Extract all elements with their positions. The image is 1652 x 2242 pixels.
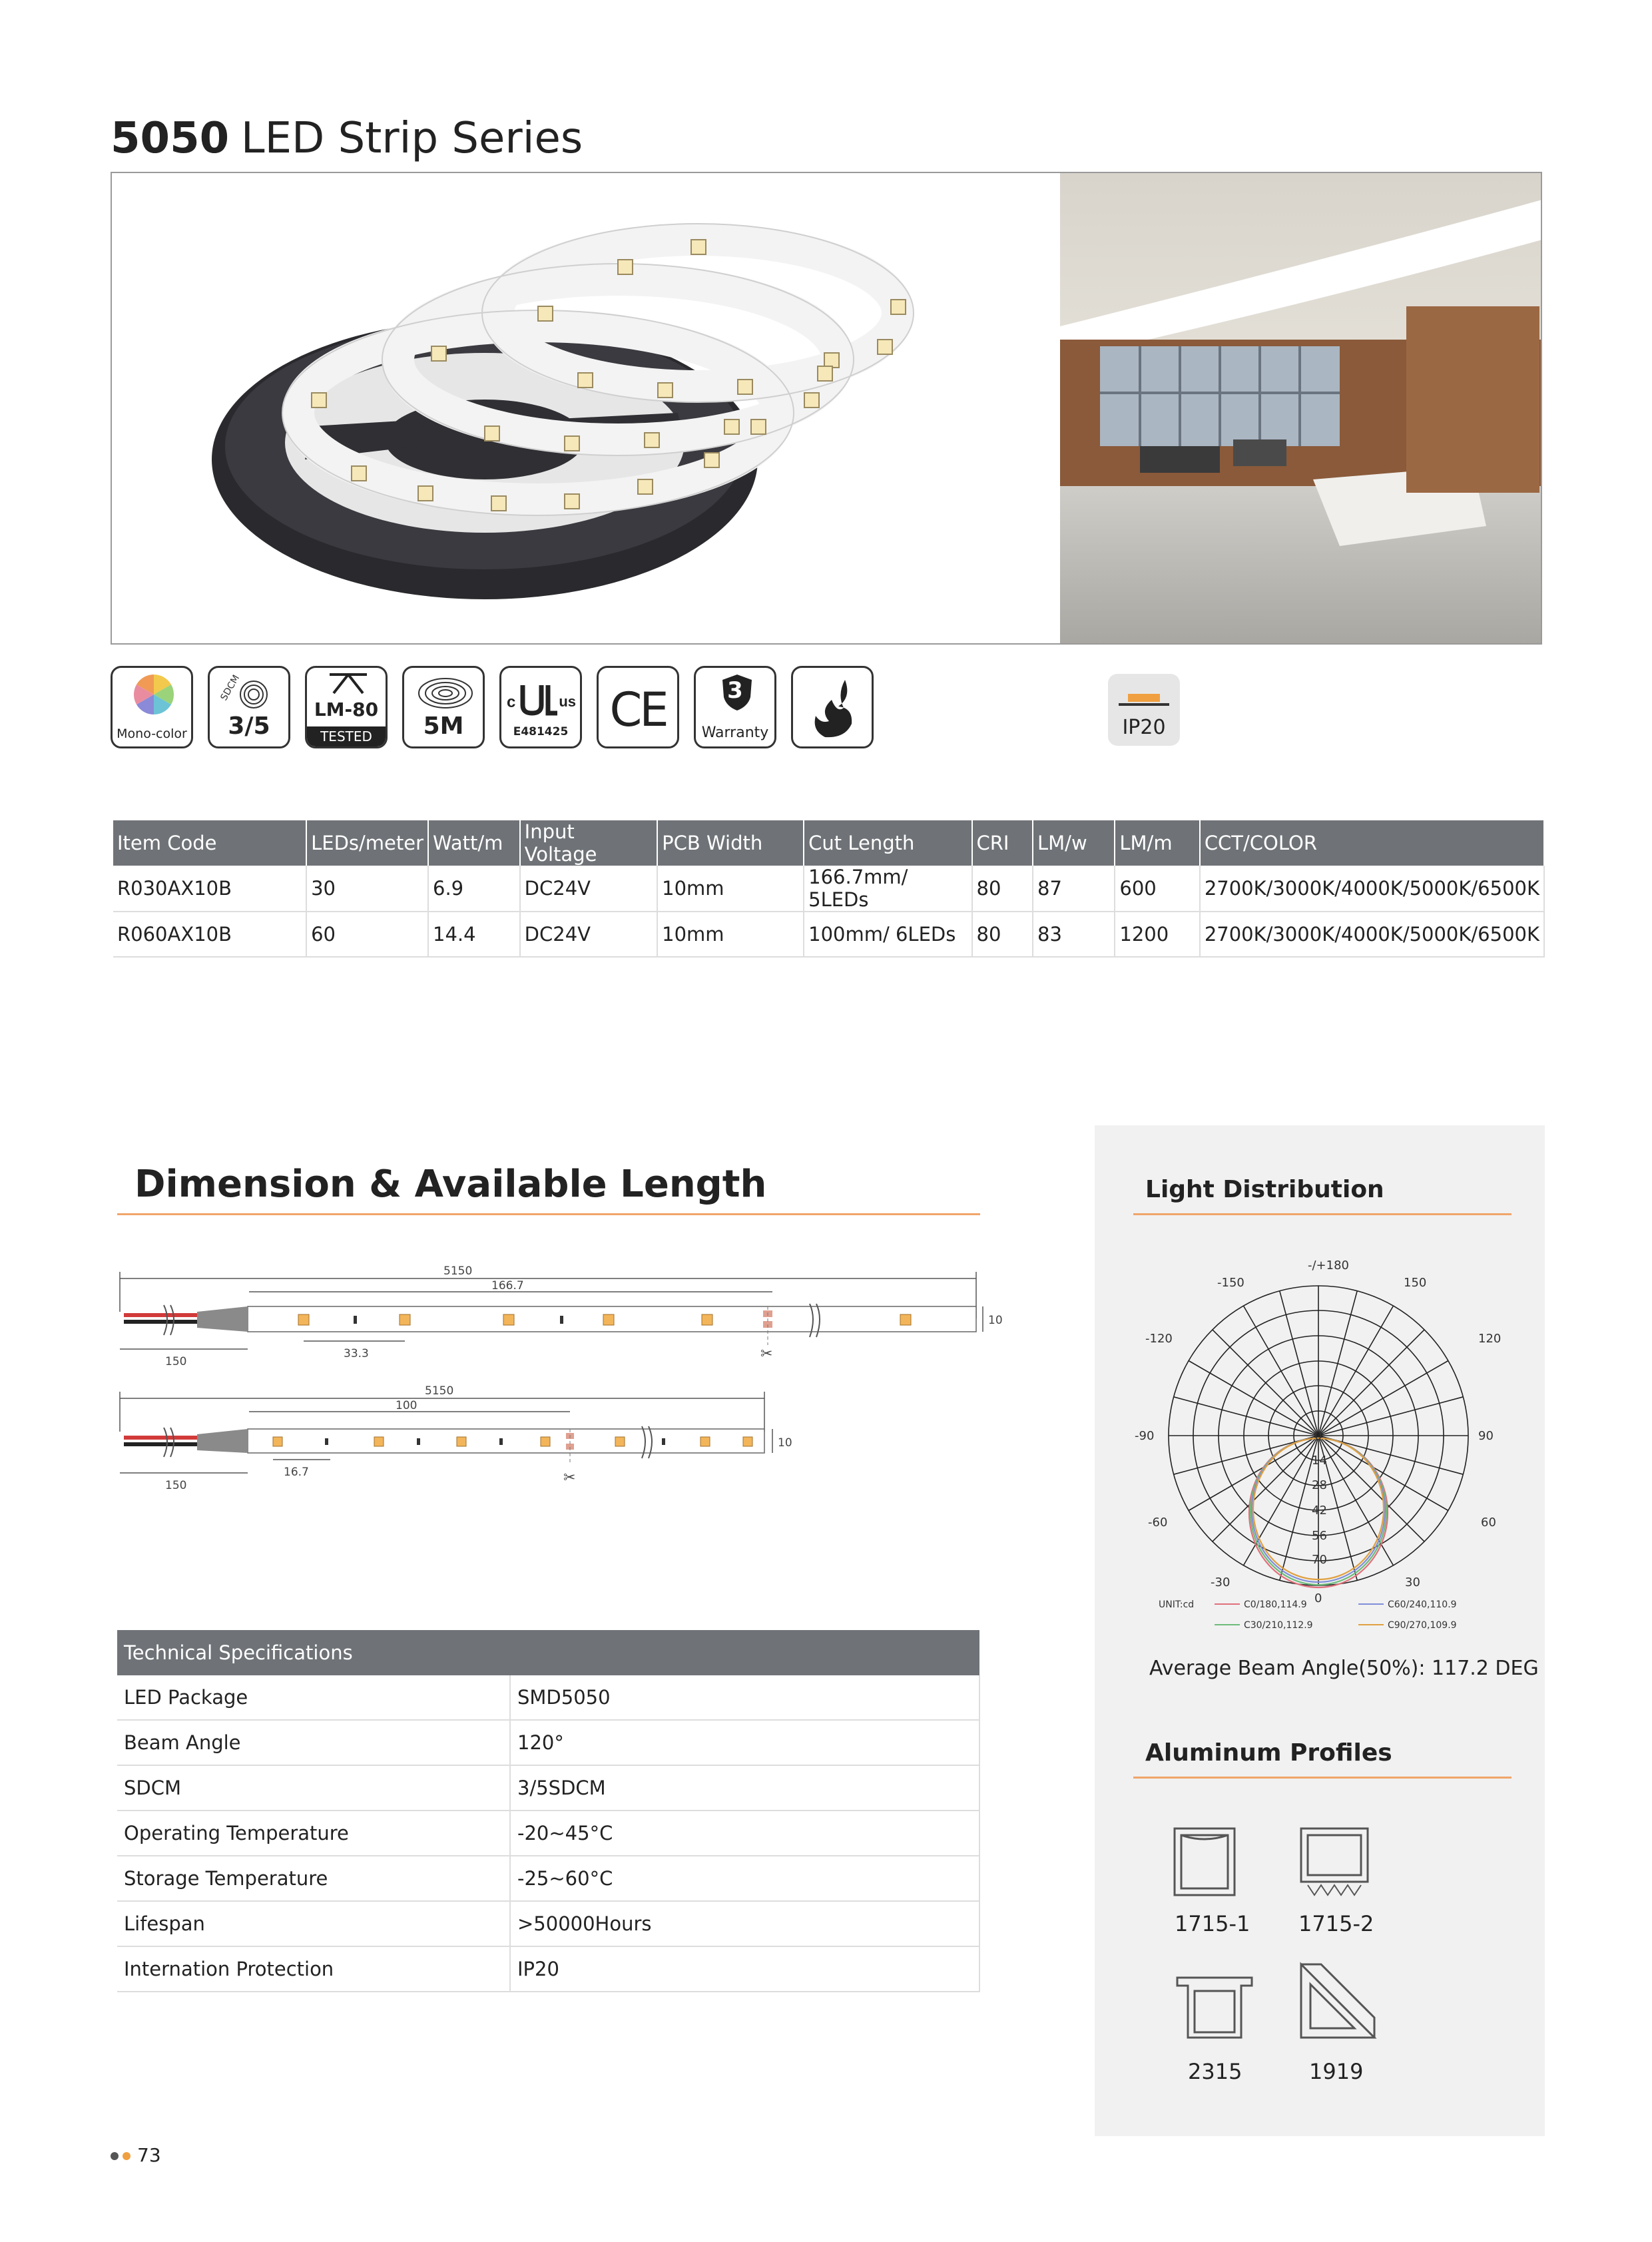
- table-row: [117, 1811, 979, 1856]
- strip2-lead-length: 150: [165, 1479, 187, 1492]
- col-pcb-width: PCB Width: [657, 820, 804, 866]
- strip-2-drawing: [120, 1384, 792, 1492]
- sdcm-value: 3/5: [228, 712, 270, 740]
- spec-label: Operating Temperature: [117, 1811, 510, 1856]
- angle-label-top: -/+180: [1308, 1259, 1349, 1272]
- polar-diagram: [1121, 1249, 1521, 1622]
- col-lm-m: LM/m: [1115, 820, 1199, 866]
- cell: 2700K/3000K/4000K/5000K/6500K: [1200, 866, 1544, 912]
- cell: R030AX10B: [113, 866, 306, 912]
- cell: 87: [1033, 866, 1115, 912]
- ip-base-line: [1119, 703, 1169, 706]
- strip1-pitch: 33.3: [344, 1347, 369, 1360]
- profile-label-2315: 2315: [1188, 2059, 1242, 2084]
- interior-lighting-photo: [1060, 173, 1542, 643]
- angle-label-p60: 60: [1481, 1516, 1496, 1530]
- legend-c60: C60/240,110.9: [1388, 1599, 1457, 1610]
- page-dot-grey: [111, 2152, 119, 2160]
- table-row: [117, 1765, 979, 1811]
- polar-legend: [1159, 1594, 1505, 1634]
- cell: 83: [1033, 912, 1115, 957]
- strip2-total-length: 5150: [425, 1384, 454, 1398]
- spec-label: Storage Temperature: [117, 1856, 510, 1901]
- cell: 2700K/3000K/4000K/5000K/6500K: [1200, 912, 1544, 957]
- profile-1715-1-drawing: [1168, 1822, 1241, 1902]
- table-row: [117, 1946, 979, 1992]
- light-distribution-heading: Light Distribution: [1145, 1176, 1384, 1203]
- badge-sdcm: [208, 666, 290, 748]
- title-series-name: LED Strip Series: [240, 114, 583, 163]
- scissors-icon: ✂: [563, 1470, 576, 1486]
- dimension-heading: Dimension & Available Length: [135, 1163, 767, 1206]
- radial-label: 56: [1312, 1529, 1327, 1543]
- strip1-width: 10: [988, 1314, 1003, 1327]
- page-number: 73: [137, 2144, 161, 2166]
- angle-label-n120: -120: [1145, 1332, 1173, 1346]
- col-item-code: Item Code: [113, 820, 306, 866]
- reel-length-value: 5M: [423, 712, 464, 740]
- col-cut-length: Cut Length: [804, 820, 971, 866]
- strip2-width: 10: [778, 1436, 792, 1450]
- warranty-years: 3: [727, 677, 743, 704]
- led-reel-image: [112, 173, 1060, 643]
- col-cct: CCT/COLOR: [1200, 820, 1544, 866]
- ul-us-label: us: [559, 693, 576, 710]
- angle-label-bottom: 0: [1314, 1591, 1322, 1605]
- lm80-lamp-icon: [327, 672, 370, 696]
- spec-value: 3/5SDCM: [510, 1765, 979, 1811]
- spec-label: LED Package: [117, 1675, 510, 1720]
- spec-label: Lifespan: [117, 1901, 510, 1946]
- radial-label: 14: [1312, 1454, 1327, 1468]
- angle-label-p30: 30: [1405, 1575, 1420, 1589]
- radial-label: 70: [1312, 1553, 1327, 1567]
- dimension-drawings: [117, 1259, 1009, 1525]
- angle-label-p120: 120: [1478, 1332, 1502, 1346]
- badge-reel-length: [402, 666, 485, 748]
- tech-spec-table: [117, 1630, 980, 1992]
- cell: 30: [306, 866, 428, 912]
- profile-label-1919: 1919: [1309, 2059, 1364, 2084]
- badge-ce: [597, 666, 679, 748]
- table-row: [117, 1675, 979, 1720]
- radial-label: 0: [1314, 1429, 1322, 1443]
- profile-1715-2-drawing: [1294, 1822, 1374, 1902]
- ce-mark: CE: [609, 683, 667, 737]
- page-title: [111, 113, 583, 163]
- badge-fire-retardant: [791, 666, 874, 748]
- col-leds-per-meter: LEDs/meter: [306, 820, 428, 866]
- spec-label: SDCM: [117, 1765, 510, 1811]
- hero-image-panel: [111, 172, 1542, 645]
- ip20-label: IP20: [1122, 716, 1166, 739]
- aluminum-profiles-heading: Aluminum Profiles: [1145, 1739, 1392, 1767]
- angle-label-n150: -150: [1217, 1276, 1244, 1290]
- cell: 600: [1115, 866, 1199, 912]
- cell: 100mm/ 6LEDs: [804, 912, 971, 957]
- spec-value: IP20: [510, 1946, 979, 1992]
- spec-label: Beam Angle: [117, 1720, 510, 1765]
- flame-leaf-icon: [805, 677, 864, 741]
- spec-value: -20~45°C: [510, 1811, 979, 1856]
- cell: 1200: [1115, 912, 1199, 957]
- cell: 10mm: [657, 866, 804, 912]
- angle-label-n90: -90: [1135, 1429, 1155, 1443]
- spec-label: Internation Protection: [117, 1946, 510, 1992]
- profile-2315-drawing: [1175, 1971, 1254, 2044]
- warranty-label: Warranty: [701, 724, 769, 741]
- table-row: [117, 1856, 979, 1901]
- reel-coil-icon: [416, 673, 475, 713]
- spec-value: SMD5050: [510, 1675, 979, 1720]
- col-cri: CRI: [972, 820, 1033, 866]
- profile-1919-drawing: [1294, 1958, 1381, 2044]
- product-table: [113, 820, 1545, 958]
- badge-warranty: [694, 666, 776, 748]
- legend-c30: C30/210,112.9: [1244, 1620, 1313, 1631]
- legend-c90: C90/270,109.9: [1388, 1620, 1457, 1631]
- strip1-total-length: 5150: [443, 1264, 473, 1278]
- ul-c-label: c: [507, 693, 516, 711]
- strip1-lead-length: 150: [165, 1355, 187, 1368]
- badge-ul: [499, 666, 582, 748]
- ul-logo-icon: [519, 683, 559, 717]
- cell: 80: [972, 866, 1033, 912]
- legend-c0: C0/180,114.9: [1244, 1599, 1307, 1610]
- sdcm-small-label: SDCM: [218, 673, 242, 702]
- table-row: [113, 912, 1544, 957]
- page-dot-orange: [123, 2152, 131, 2160]
- badge-mono-color: [111, 666, 193, 748]
- cell: 80: [972, 912, 1033, 957]
- dimension-heading-underline: [117, 1213, 980, 1215]
- spec-value: >50000Hours: [510, 1901, 979, 1946]
- table-row: [113, 866, 1544, 912]
- table-row: [117, 1720, 979, 1765]
- cell: 166.7mm/ 5LEDs: [804, 866, 971, 912]
- average-beam-angle: Average Beam Angle(50%): 117.2 DEG: [1149, 1657, 1539, 1680]
- profile-label-1715-2: 1715-2: [1298, 1911, 1374, 1936]
- tech-spec-header: [117, 1630, 979, 1675]
- radial-label: 28: [1312, 1478, 1327, 1492]
- angle-label-p150: 150: [1404, 1276, 1427, 1290]
- title-series-code: 5050: [111, 114, 230, 163]
- scissors-icon: ✂: [760, 1346, 773, 1362]
- spec-value: -25~60°C: [510, 1856, 979, 1901]
- aluminum-profiles-underline: [1133, 1777, 1512, 1779]
- angle-label-n60: -60: [1148, 1516, 1168, 1530]
- lm80-tested-label: TESTED: [307, 726, 386, 746]
- col-input-voltage: Input Voltage: [520, 820, 657, 866]
- cell: 14.4: [428, 912, 520, 957]
- ip-strip-icon: [1128, 694, 1160, 702]
- unit-label: UNIT:cd: [1159, 1599, 1195, 1610]
- ul-code-label: E481425: [513, 725, 569, 738]
- angle-label-p90: 90: [1478, 1429, 1494, 1443]
- color-wheel-icon: [134, 675, 174, 714]
- cell: DC24V: [520, 866, 657, 912]
- badge-ip20: [1108, 674, 1180, 746]
- table-row: [117, 1901, 979, 1946]
- angle-label-n30: -30: [1211, 1575, 1231, 1589]
- cell: DC24V: [520, 912, 657, 957]
- spec-value: 120°: [510, 1720, 979, 1765]
- strip2-cut-length: 100: [396, 1399, 417, 1412]
- badge-lm80: [305, 666, 388, 748]
- strip2-pitch: 16.7: [284, 1466, 309, 1479]
- col-lm-w: LM/w: [1033, 820, 1115, 866]
- mono-color-label: Mono-color: [117, 726, 187, 741]
- lm80-label: LM-80: [314, 699, 379, 720]
- product-table-header: [113, 820, 1544, 866]
- side-panel: [1095, 1125, 1545, 2136]
- light-distribution-underline: [1133, 1213, 1512, 1215]
- strip1-cut-length: 166.7: [491, 1279, 524, 1292]
- tech-spec-title: Technical Specifications: [117, 1630, 979, 1675]
- radial-label: 42: [1312, 1504, 1327, 1518]
- cell: R060AX10B: [113, 912, 306, 957]
- cell: 6.9: [428, 866, 520, 912]
- cell: 10mm: [657, 912, 804, 957]
- profile-label-1715-1: 1715-1: [1175, 1911, 1250, 1936]
- cell: 60: [306, 912, 428, 957]
- strip-1-drawing: [120, 1264, 1003, 1368]
- col-watt: Watt/m: [428, 820, 520, 866]
